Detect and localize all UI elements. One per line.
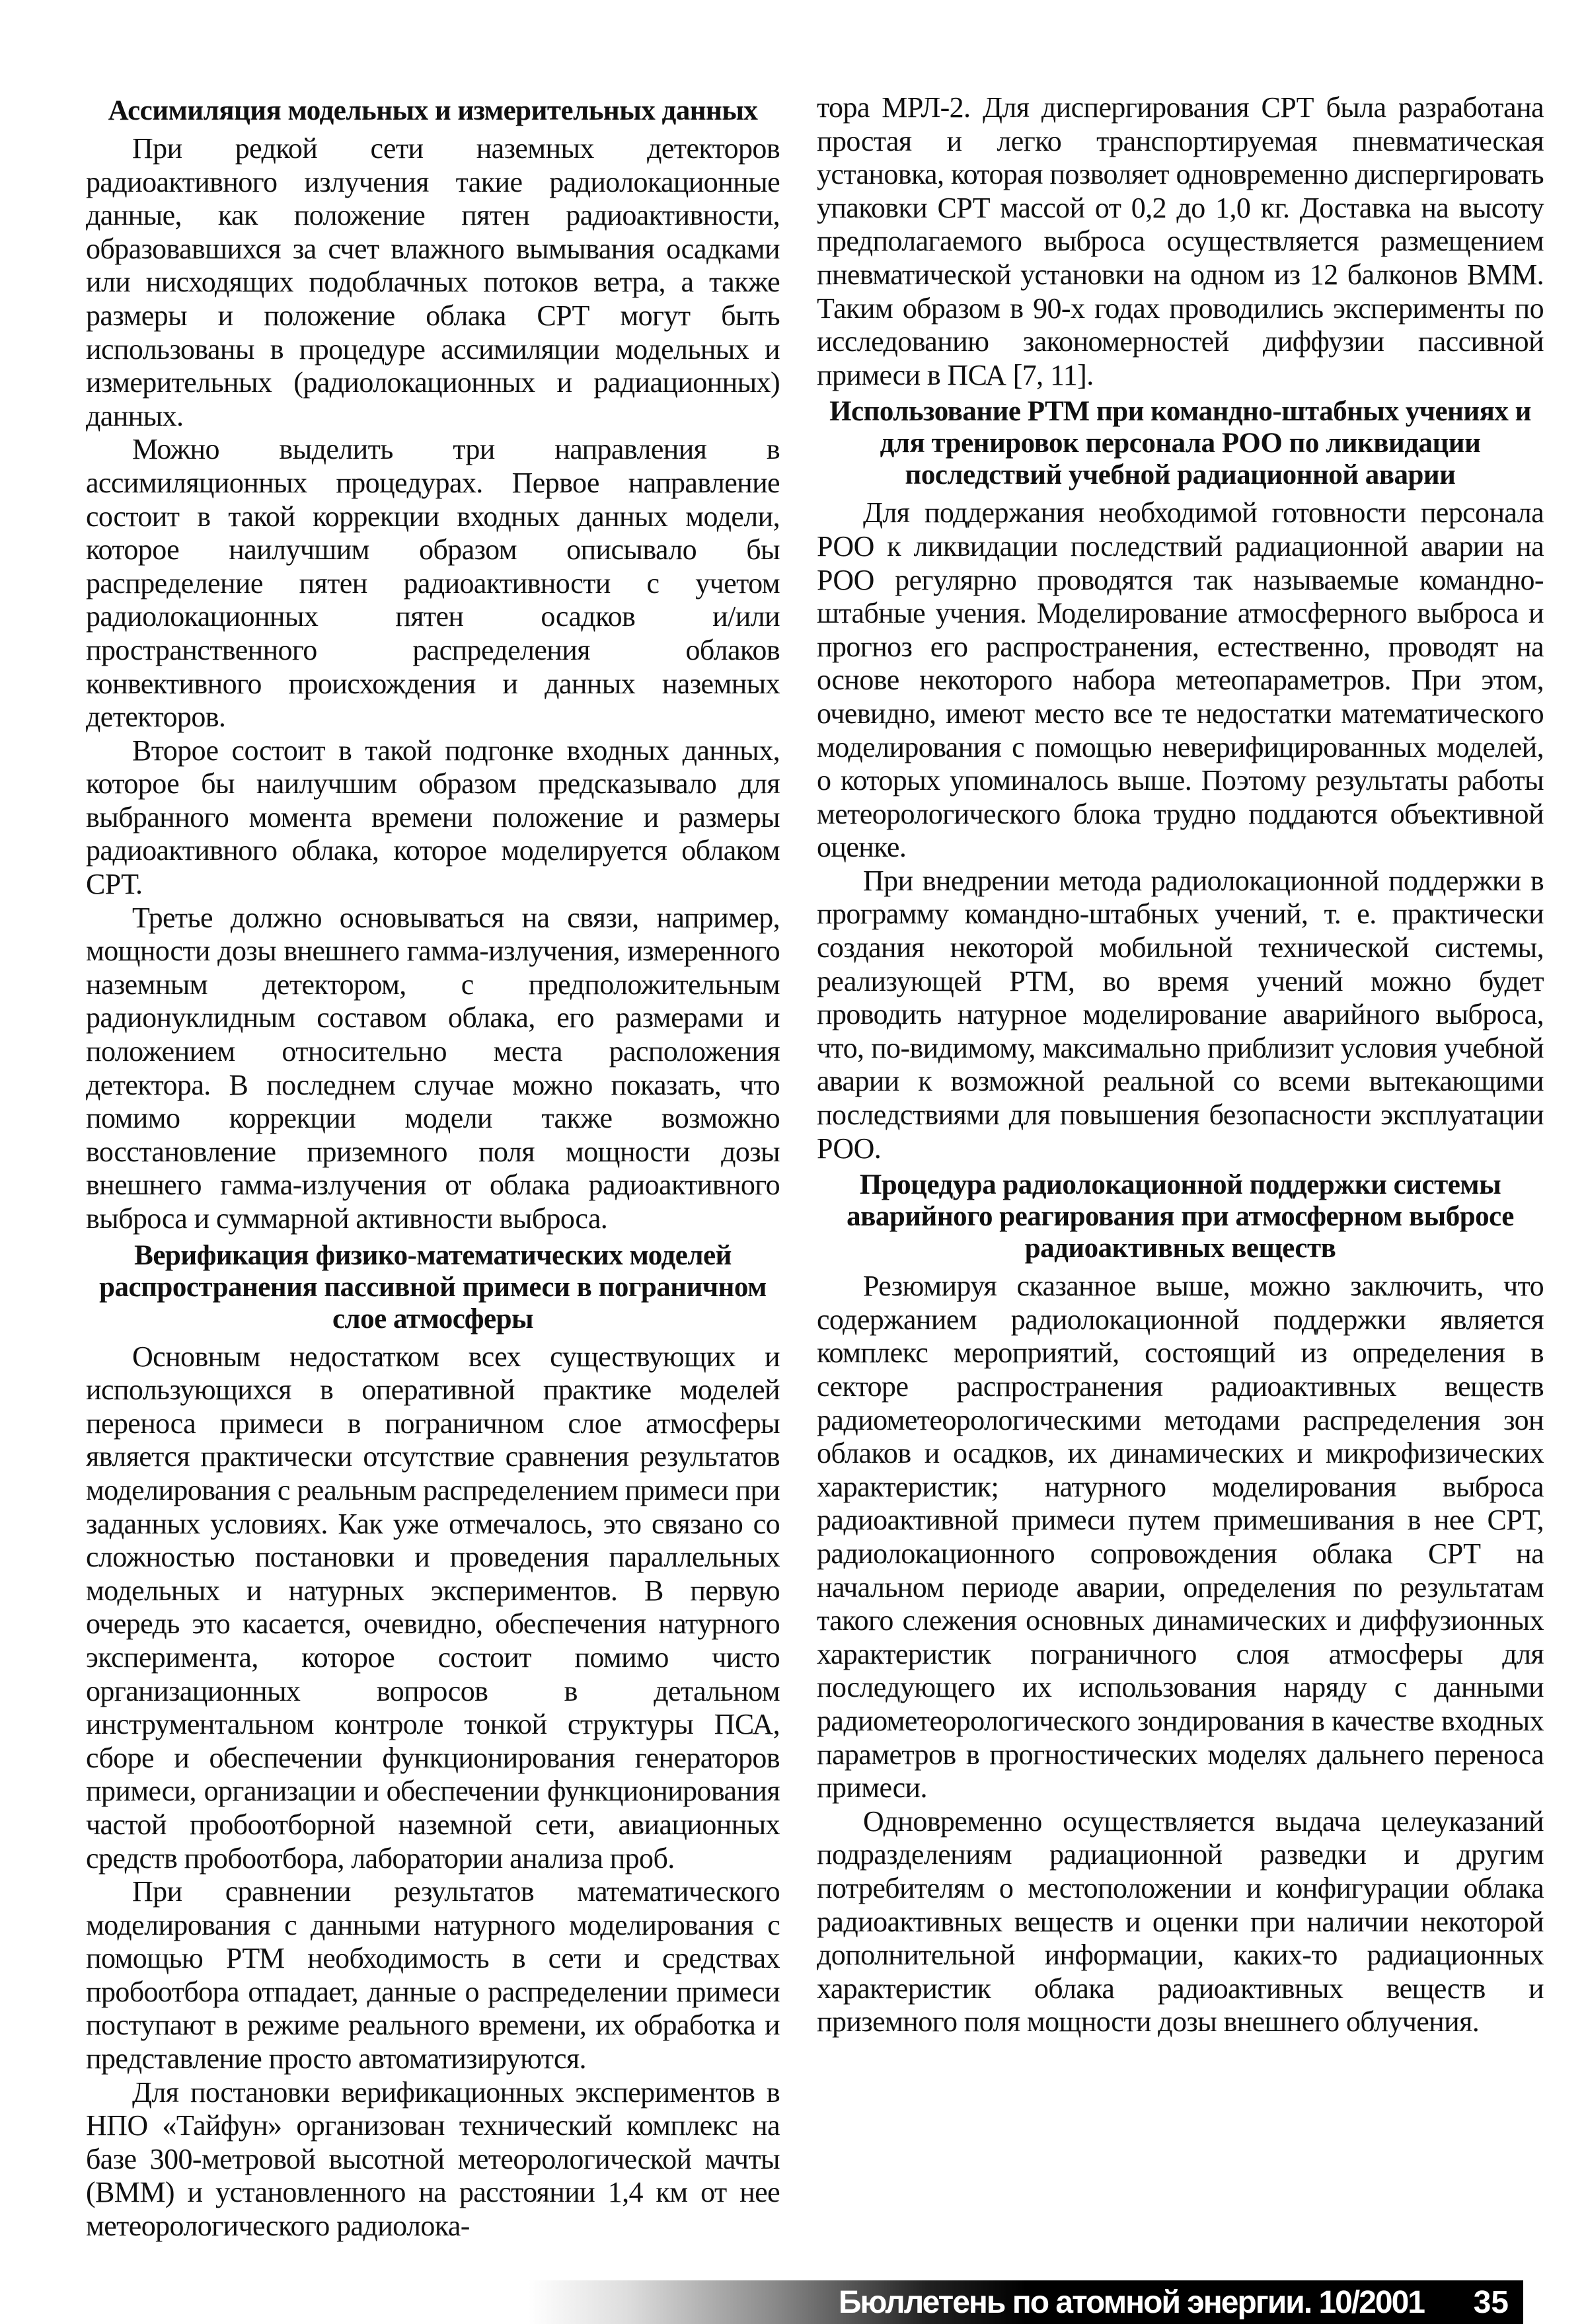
paragraph: Для поддержания необходимой готовности персонала РОО к ликвидации последствий радиационной аварии на РОО регулярно проводятся так называемые командно-штабные учения. Моделирование атмосферного выброса и прогноз его распространения, естественно, проводят на основе некоторого набора метеопараметров. При этом, очевидно, имеют место все те недостатки математического моделирования с помощью неверифицированных моделей, о которых упоминалось выше. Поэтому результаты работы метеорологического блока трудно поддаются объективной оценке. bbox=[817, 496, 1544, 864]
paragraph: Для постановки верификационных экспериментов в НПО «Тайфун» организован технический комплекс на базе 300-метровой высотной метеорологической мачты (ВММ) и установленного на расстоянии 1,4 км от нее метеорологического радиолока- bbox=[86, 2075, 780, 2243]
paragraph: При внедрении метода радиолокационной поддержки в программу командно-штабных учений, т. е. практически создания некоторой мобильной технической системы, реализующей РТМ, во время учений можно будет проводить натурное моделирование аварийного выброса, что, по-видимому, максимально приблизит условия учебной аварии к возможной реальной со всеми вытекающими последствиями для повышения безопасности эксплуатации РОО. bbox=[817, 864, 1544, 1165]
section-heading-procedure: Процедура радиолокационной поддержки системы аварийного реагирования при атмосферном выбросе радиоактивных веществ bbox=[847, 1169, 1514, 1264]
section-heading-verification: Верификация физико-математических моделей распространения пассивной примеси в пограничном слое атмосферы bbox=[99, 1239, 767, 1335]
page-footer bbox=[529, 2280, 1523, 2324]
section-heading-assimilation: Ассимиляция модельных и измерительных данных bbox=[108, 95, 758, 126]
paragraph: Можно выделить три направления в ассимиляционных процедурах. Первое направление состоит в такой коррекции входных данных модели, которое наилучшим образом описывало бы распределение пятен радиоактивности с учетом радиолокационных пятен осадков и/или пространственного распределения облаков конвективного происхождения и данных наземных детекторов. bbox=[86, 433, 780, 734]
paragraph: Одновременно осуществляется выдача целеуказаний подразделениям радиационной разведки и другим потребителям о местоположении и конфигурации облака радиоактивных веществ и оценки при наличии некоторой дополнительной информации, каких-то радиационных характеристик облака радиоактивных веществ и приземного поля мощности дозы внешнего облучения. bbox=[817, 1804, 1544, 2038]
journal-title: Бюллетень по атомной энергии. 10/2001 bbox=[838, 2285, 1424, 2320]
paragraph: При редкой сети наземных детекторов радиоактивного излучения такие радиолокационные данные, как положение пятен радиоактивности, образовавшихся за счет влажного вымывания осадками или нисходящих подоблачных потоков ветра, а также размеры и положение облака СРТ могут быть использованы в процедуре ассимиляции модельных и измерительных (радиолокационных и радиационных) данных. bbox=[86, 132, 780, 432]
paragraph: При сравнении результатов математического моделирования с данными натурного моделирования с помощью РТМ необходимость в сети и средствах пробоотбора отпадает, данные о распределении примеси поступают в режиме реального времени, их обработка и представление просто автоматизируются. bbox=[86, 1875, 780, 2075]
section-heading-exercises: Использование РТМ при командно-штабных учениях и для тренировок персонала РОО по ликвидации последствий учебной радиационной аварии bbox=[829, 396, 1531, 491]
paragraph: Второе состоит в такой подгонке входных данных, которое бы наилучшим образом предсказывало для выбранного момента времени положение и размеры радиоактивного облака, которое моделируется облаком СРТ. bbox=[86, 734, 780, 901]
paragraph: Резюмируя сказанное выше, можно заключить, что содержанием радиолокационной поддержки является комплекс мероприятий, состоящий из определения в секторе распространения радиоактивных веществ радиометеорологическими методами распределения зон облаков и осадков, их динамических и микрофизических характеристик; натурного моделирования выброса радиоактивной примеси путем примешивания в нее СРТ, радиолокационного сопровождения облака СРТ на начальном периоде аварии, определения по результатам такого слежения основных динамических и диффузионных характеристик пограничного слоя атмосферы для последующего их использования наряду с данными радиометеорологического зондирования в качестве входных параметров в прогностических моделях дальнего переноса примеси. bbox=[817, 1270, 1544, 1804]
paragraph-continued: тора МРЛ-2. Для диспергирования СРТ была разработана простая и легко транспортируемая пневматическая установка, которая позволяет одновременно диспергировать упаковки СРТ массой от 0,2 до 1,0 кг. Доставка на высоту предполагаемого выброса осуществляется размещением пневматической установки на одном из 12 балконов ВММ. Таким образом в 90-х годах проводились эксперименты по исследованию закономерностей диффузии пассивной примеси в ПСА [7, 11]. bbox=[817, 91, 1544, 391]
paragraph: Основным недостатком всех существующих и использующихся в оперативной практике моделей переноса примеси в пограничном слое атмосферы является практически отсутствие сравнения результатов моделирования с реальным распределением примеси при заданных условиях. Как уже отмечалось, это связано со сложностью постановки и проведения параллельных модельных и натурных экспериментов. В первую очередь это касается, очевидно, обеспечения натурного эксперимента, которое состоит помимо чисто организационных вопросов в детальном инструментальном контроле тонкой структуры ПСА, сборе и обеспечении функционирования генераторов примеси, организации и обеспечении функционирования частой пробоотборной наземной сети, авиационных средств пробоотбора, лаборатории анализа проб. bbox=[86, 1340, 780, 1875]
right-column bbox=[817, 91, 1544, 2039]
paragraph: Третье должно основываться на связи, например, мощности дозы внешнего гамма-излучения, измеренного наземным детектором, с предположительным радионуклидным составом облака, его размерами и положением относительно места расположения детектора. В последнем случае можно показать, что помимо коррекции модели также возможно восстановление приземного поля мощности дозы внешнего гамма-излучения от облака радиоактивного выброса и суммарной активности выброса. bbox=[86, 901, 780, 1235]
left-column bbox=[86, 91, 780, 2243]
page-number: 35 bbox=[1473, 2285, 1509, 2320]
